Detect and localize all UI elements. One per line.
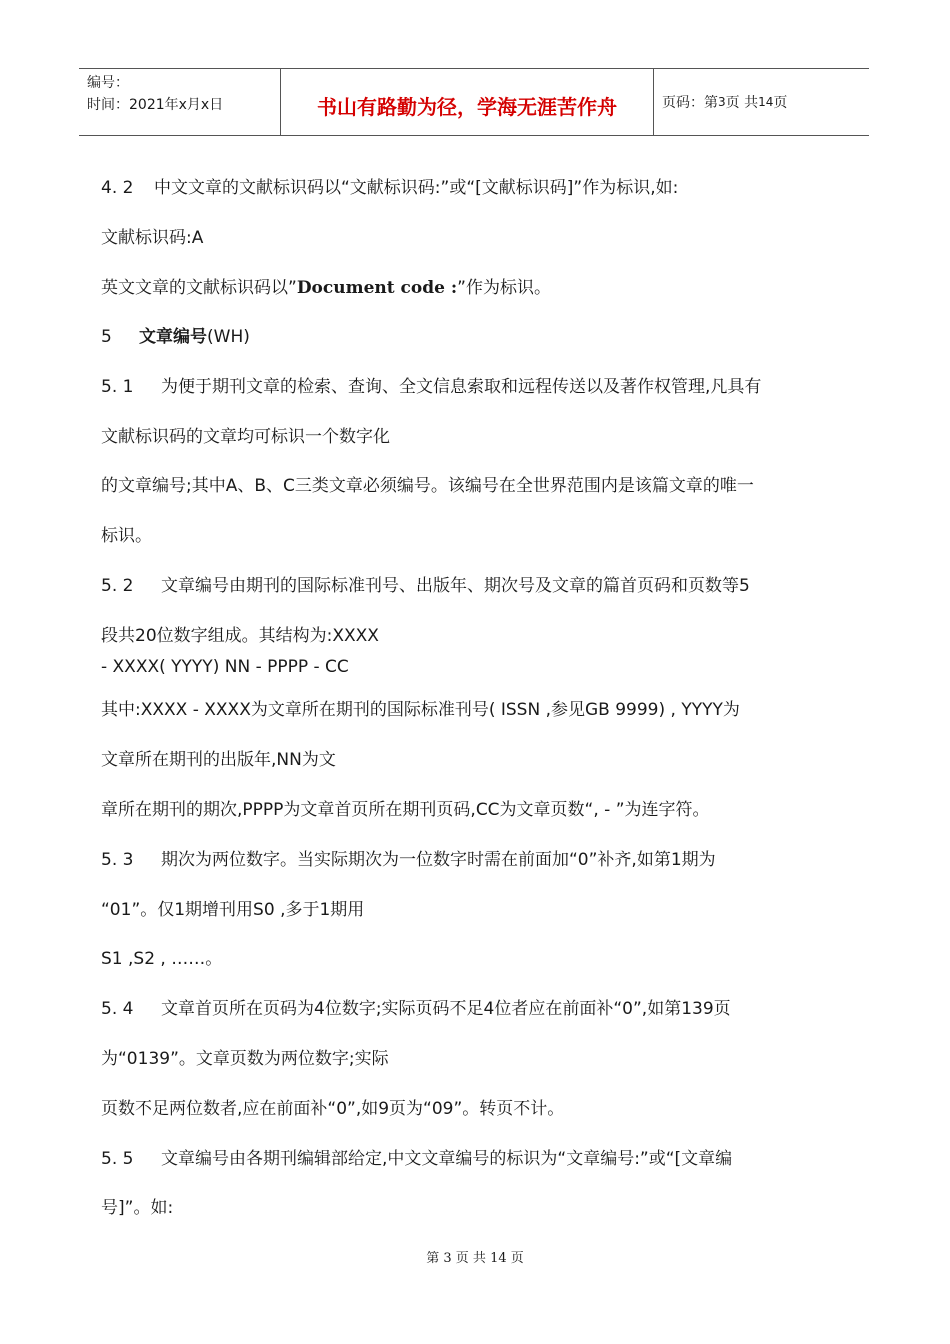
section-number: 5. 3 xyxy=(101,850,134,870)
para-5-3 xyxy=(101,845,716,870)
section-code: (WH) xyxy=(207,327,250,347)
para-5-2 xyxy=(101,571,750,596)
text-line: 页数不足两位数者,应在前面补“0”,如9页为“09”。转页不计。 xyxy=(101,1099,565,1119)
para-text: 文章首页所在页码为4位数字;实际页码不足4位者应在前面补“0”,如第139页 xyxy=(161,999,731,1019)
text-line: “01”。仅1期增刊用S0 ,多于1期用 xyxy=(101,900,365,920)
header-time xyxy=(87,94,280,116)
para-text: 期次为两位数字。当实际期次为一位数字时需在前面加“0”补齐,如第1期为 xyxy=(161,850,716,870)
footer-prefix: 第 xyxy=(426,1251,440,1266)
document-code-text: Document code : xyxy=(296,278,458,298)
para-5-4 xyxy=(101,994,731,1019)
footer-page-total: 14 xyxy=(490,1251,507,1266)
text-part: ”作为标识。 xyxy=(457,278,551,298)
header-page-cell xyxy=(654,69,869,135)
page-footer xyxy=(0,1247,950,1266)
header-time-label: 时间： xyxy=(87,97,129,113)
para-text: 文章编号由各期刊编辑部给定,中文文章编号的标识为“文章编号:”或“[文章编 xyxy=(161,1149,733,1169)
text-line: 文章所在期刊的出版年,NN为文 xyxy=(101,750,336,770)
header-meta-cell xyxy=(79,69,281,135)
footer-page-current: 3 xyxy=(443,1251,452,1266)
text-line: 其中:XXXX - XXXX为文章所在期刊的国际标准刊号( ISSN ,参见GB 9999) , YYYY为 xyxy=(101,700,740,720)
text-part: 英文文章的文献标识码以” xyxy=(101,278,297,298)
para-text: 中文文章的文献标识码以“文献标识码:”或“[文献标识码]”作为标识,如: xyxy=(154,178,679,198)
footer-mid: 页 共 xyxy=(455,1251,486,1266)
header-page-prefix: 页码：第 xyxy=(662,95,718,111)
header-page-suffix: 页 xyxy=(773,95,788,111)
text-line: 章所在期刊的期次,PPPP为文章首页所在期刊页码,CC为文章页数“, - ”为连字符。 xyxy=(101,800,710,820)
text-line: 的文章编号;其中A、B、C三类文章必须编号。该编号在全世界范围内是该篇文章的唯一 xyxy=(101,476,754,496)
para-5-5 xyxy=(101,1144,732,1169)
section-title: 文章编号 xyxy=(139,327,207,347)
header-page-current: 3 xyxy=(718,95,726,109)
text-line: 号]”。如: xyxy=(101,1198,174,1218)
para-text: 为便于期刊文章的检索、查询、全文信息索取和远程传送以及著作权管理,凡具有 xyxy=(161,377,762,397)
section-number: 4. 2 xyxy=(101,178,134,198)
section-number: 5. 4 xyxy=(101,999,134,1019)
section-number: 5 xyxy=(101,327,112,347)
para-5-1 xyxy=(101,372,761,397)
text-line: 为“0139”。文章页数为两位数字;实际 xyxy=(101,1049,389,1069)
page-header xyxy=(79,68,869,136)
structure-format-line: - XXXX( YYYY) NN - PPPP - CC xyxy=(101,657,349,677)
header-time-value: 2021年x月x日 xyxy=(129,97,224,113)
section-number: 5. 1 xyxy=(101,377,134,397)
section-number: 5. 5 xyxy=(101,1149,134,1169)
section-number: 5. 2 xyxy=(101,576,134,596)
footer-suffix: 页 xyxy=(510,1251,524,1266)
english-code-line xyxy=(101,273,551,298)
text-line: S1 ,S2 , ……。 xyxy=(101,949,223,969)
text-line: 段共20位数字组成。其结构为:XXXX xyxy=(101,626,379,646)
header-motto-cell xyxy=(281,69,654,135)
header-page-mid: 页 共 xyxy=(725,95,759,111)
text-line: 标识。 xyxy=(101,526,152,546)
text-line: 文献标识码的文章均可标识一个数字化 xyxy=(101,427,390,447)
para-text: 文章编号由期刊的国际标准刊号、出版年、期次号及文章的篇首页码和页数等5 xyxy=(161,576,750,596)
header-number-label: 编号： xyxy=(87,75,129,91)
example-line: 文献标识码:A xyxy=(101,228,204,248)
section-5-heading xyxy=(101,322,250,347)
header-page-total: 14 xyxy=(758,95,774,109)
para-4-2 xyxy=(101,173,678,198)
header-motto: 书山有路勤为径，学海无涯苦作舟 xyxy=(317,95,617,119)
